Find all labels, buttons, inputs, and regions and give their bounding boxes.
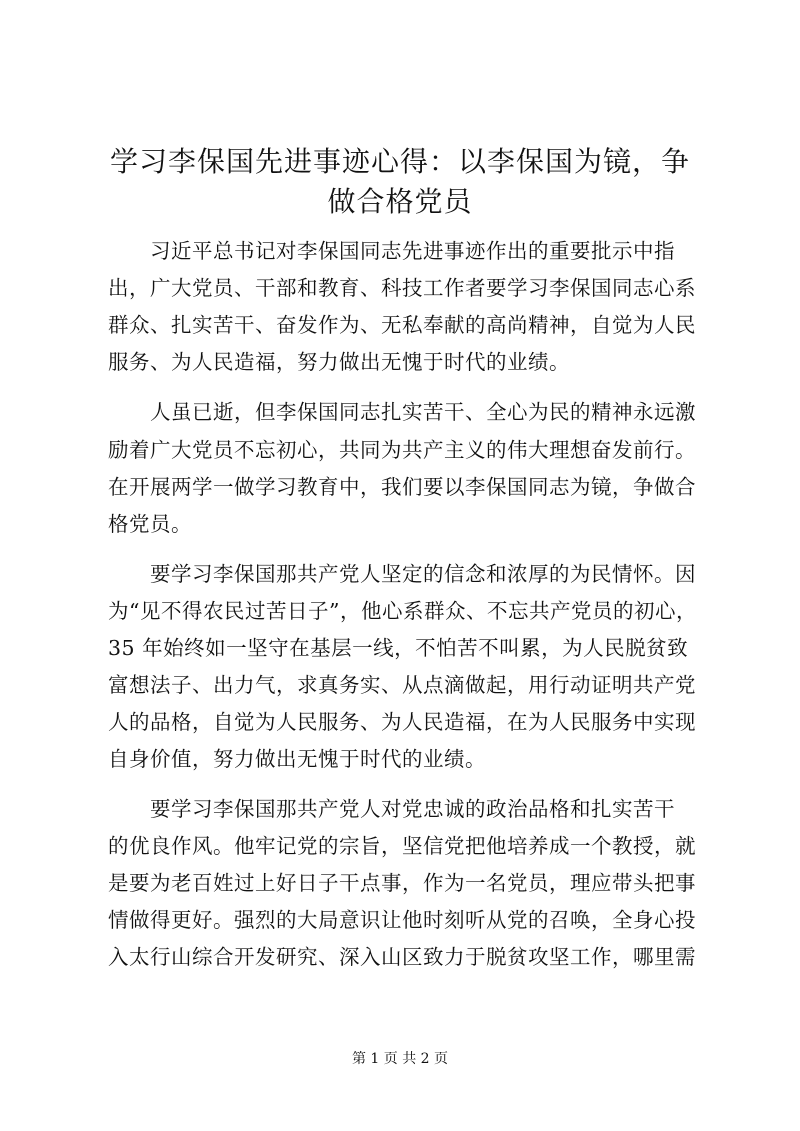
paragraph-3-line-1: 要学习李保国那共产党人坚定的信念和浓厚的为民情怀。因 bbox=[150, 562, 696, 586]
paragraph-2-line-1: 人虽已逝，但李保国同志扎实苦干、全心为民的精神永远激 bbox=[150, 400, 696, 424]
paragraph-2-line-3: 在开展两学一做学习教育中，我们要以李保国同志为镜，争做合 bbox=[108, 475, 696, 499]
paragraph-4-line-4: 情做得更好。强烈的大局意识让他时刻听从党的召唤，全身心投 bbox=[108, 908, 696, 932]
paragraph-4-line-3: 是要为老百姓过上好日子干点事，作为一名党员，理应带头把事 bbox=[108, 871, 696, 895]
paragraph-2-line-4: 格党员。 bbox=[108, 512, 192, 536]
paragraph-3-line-2: 为“见不得农民过苦日子”，他心系群众、不忘共产党员的初心， bbox=[108, 599, 697, 623]
paragraph-1-line-3: 群众、扎实苦干、奋发作为、无私奉献的高尚精神，自觉为人民 bbox=[108, 313, 696, 337]
paragraph-3-line-6: 自身价值，努力做出无愧于时代的业绩。 bbox=[108, 747, 486, 771]
paragraph-3-line-5: 人的品格，自觉为人民服务、为人民造福，在为人民服务中实现 bbox=[108, 710, 696, 734]
paragraph-1-line-1: 习近平总书记对李保国同志先进事迹作出的重要批示中指 bbox=[150, 239, 675, 263]
paragraph-1-line-4: 服务、为人民造福，努力做出无愧于时代的业绩。 bbox=[108, 350, 570, 374]
page-number-footer: 第 1 页 共 2 页 bbox=[351, 1051, 449, 1067]
paragraph-4-line-1: 要学习李保国那共产党人对党忠诚的政治品格和扎实苦干 bbox=[150, 797, 675, 821]
paragraph-3-line-3: 35 年始终如一坚守在基层一线，不怕苦不叫累，为人民脱贫致 bbox=[108, 636, 689, 660]
paragraph-3-line-4: 富想法子、出力气，求真务实、从点滴做起，用行动证明共产党 bbox=[108, 673, 696, 697]
paragraph-1-line-2: 出，广大党员、干部和教育、科技工作者要学习李保国同志心系 bbox=[108, 276, 696, 300]
document-title-line-2: 做合格党员 bbox=[327, 185, 473, 218]
paragraph-4-line-5: 入太行山综合开发研究、深入山区致力于脱贫攻坚工作，哪里需 bbox=[108, 945, 696, 969]
paragraph-2-line-2: 励着广大党员不忘初心，共同为共产主义的伟大理想奋发前行。 bbox=[108, 438, 696, 462]
document-title-line-1: 学习李保国先进事迹心得：以李保国为镜，争 bbox=[109, 145, 690, 178]
paragraph-4-line-2: 的优良作风。他牢记党的宗旨，坚信党把他培养成一个教授，就 bbox=[108, 834, 696, 858]
